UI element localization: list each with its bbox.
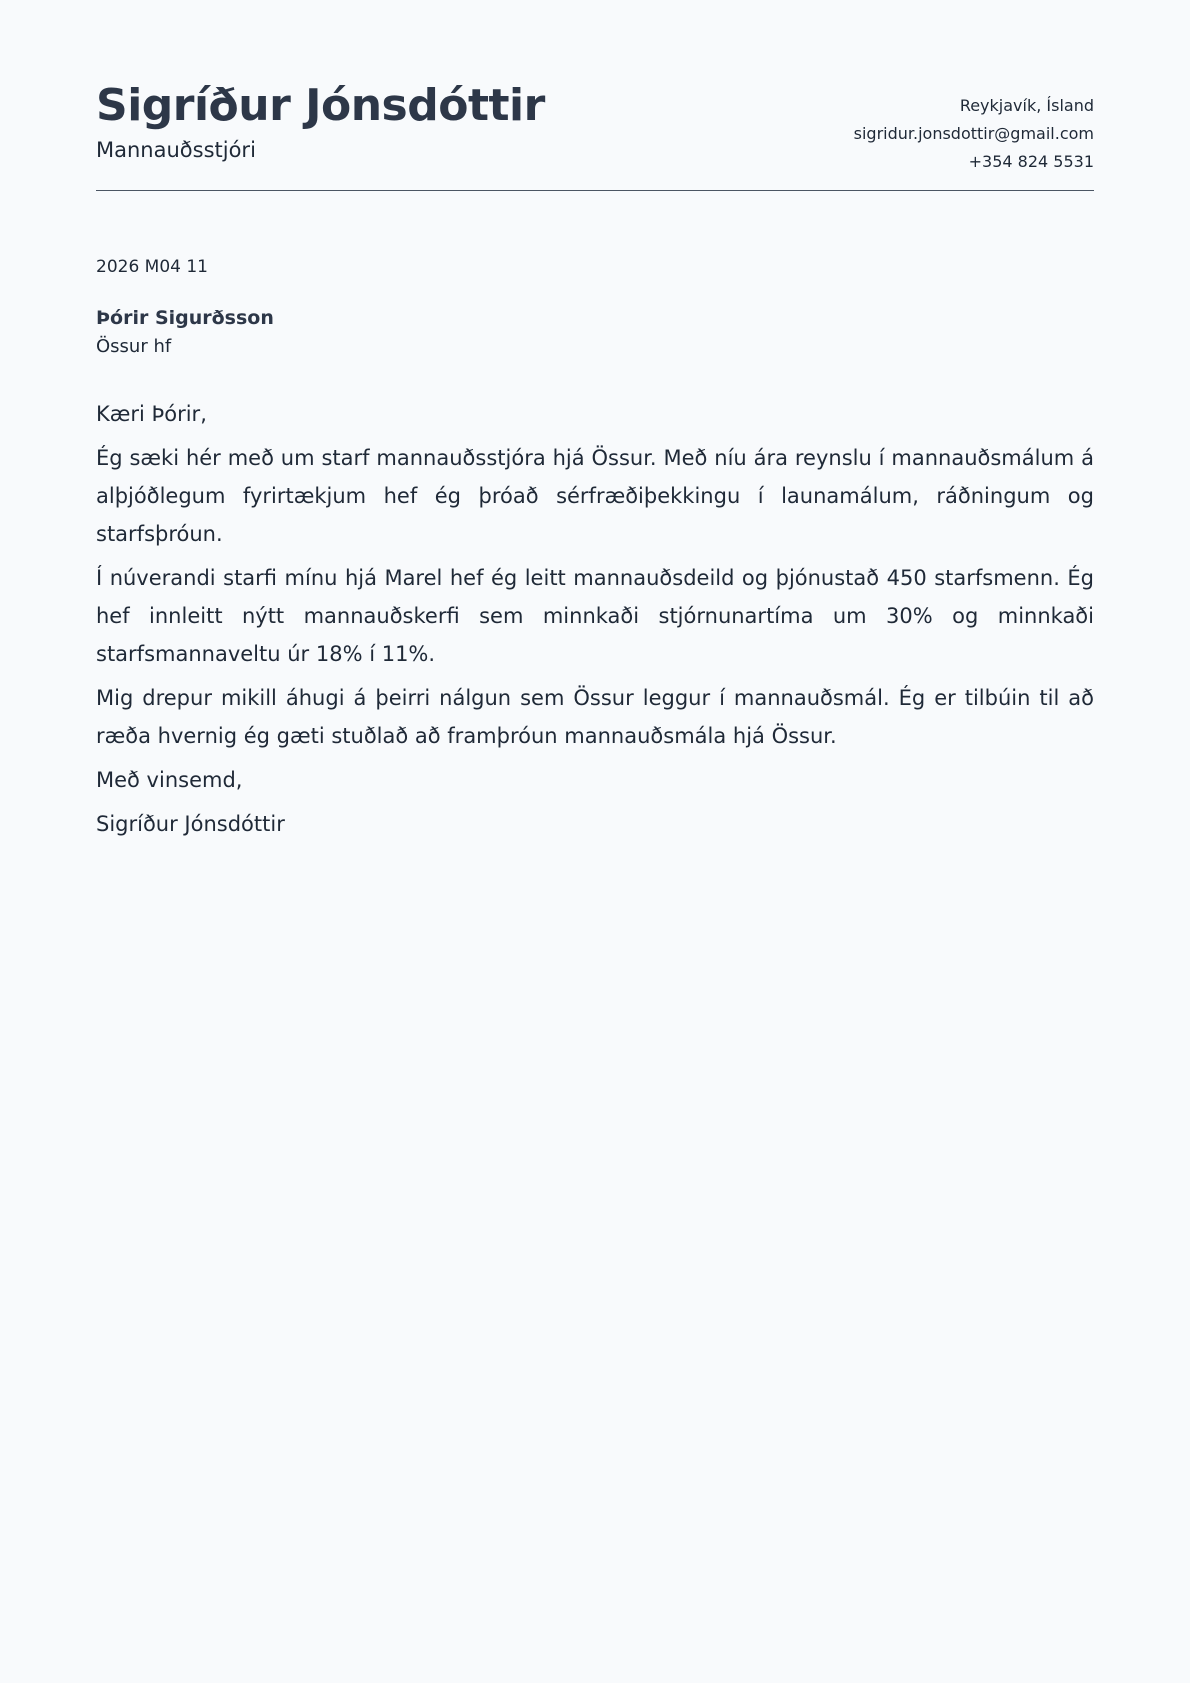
sender-title: Mannauðsstjóri (96, 138, 256, 163)
body-paragraph: Í núverandi starfi mínu hjá Marel hef ég leitt mannauðsdeild og þjónustað 450 starfsmenn. Ég hef innleitt nýtt mannauðskerfi sem minnkaði stjórnunartíma um 30% og minnkaði starfsmannaveltu úr 18% í 11%. (96, 566, 1094, 666)
closing: Með vinsemd, (96, 768, 243, 792)
letter-body (96, 395, 1094, 843)
letter-date: 2026 M04 11 (96, 257, 209, 277)
contact-block (854, 82, 1094, 176)
sender-name: Sigríður Jónsdóttir (96, 80, 545, 131)
body-paragraph: Mig drepur mikill áhugi á þeirri nálgun sem Össur leggur í mannauðsmál. Ég er tilbúin til að ræða hvernig ég gæti stuðlað að framþróun mannauðsmála hjá Össur. (96, 686, 1094, 748)
contact-phone: +354 824 5531 (968, 152, 1094, 171)
sender-block (96, 82, 545, 162)
salutation: Kæri Þórir, (96, 402, 207, 426)
recipient-name: Þórir Sigurðsson (96, 307, 274, 329)
contact-location: Reykjavík, Ísland (959, 96, 1094, 115)
signature: Sigríður Jónsdóttir (96, 812, 285, 836)
letter-header (96, 0, 1094, 191)
recipient-block (96, 303, 1094, 361)
body-paragraph: Ég sæki hér með um starf mannauðsstjóra hjá Össur. Með níu ára reynslu í mannauðsmálum á alþjóðlegum fyrirtækjum hef ég þróað sérfræðiþekkingu í launamálum, ráðningum og starfsþróun. (96, 446, 1094, 546)
recipient-company: Össur hf (96, 336, 172, 357)
contact-email: sigridur.jonsdottir@gmail.com (853, 124, 1094, 143)
